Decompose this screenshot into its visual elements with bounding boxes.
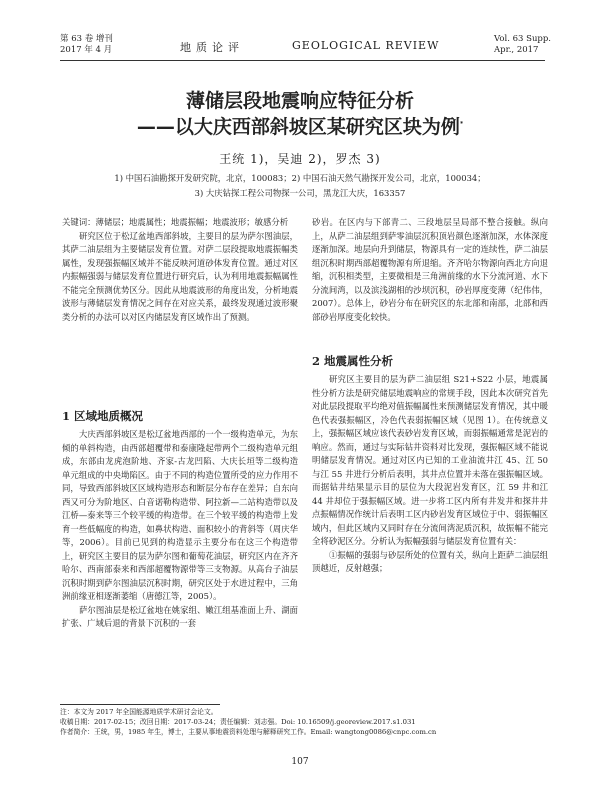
journal-name-cn: 地质论评	[180, 41, 244, 54]
title-footnote-mark: *	[459, 120, 464, 128]
footnote-author-bio: 作者简介：王统，男，1985 年生，博士，主要从事地震资料处理与解释研究工作。Email: wangtong0086@cnpc.com.cn	[60, 728, 437, 736]
section-1-heading: 1 区域地质概况	[62, 409, 144, 423]
header-date: 2017 年 4 月	[60, 45, 113, 55]
affiliation-line-2: 3) 大庆钻探工程公司物探一公司，黑龙江大庆，163357	[194, 188, 406, 198]
header-rule	[60, 60, 545, 61]
header-volume-info	[60, 34, 113, 56]
section-2-paragraph-2: ①振幅的强弱与砂层所处的位置有关，纵向上距萨二油层组顶越近，反射越强；	[312, 549, 548, 573]
right-paragraph-1: 砂岩。在区内与下部青二、三段地层呈局部不整合接触。纵向上，从萨二油层组到萨零油层沉积顶岩颜色逐渐加深，水体深度逐渐加深。地层向升到储层，物源具有一定的连续性，萨二油层组沉积时期西部超覆物源有所退缩。齐齐哈尔物源向西北方向退缩，沉积相类型，主要微相是三角洲前缘的水下分流河道、水下分流间湾，以及滨浅湖相的沙坝沉积，砂岩厚度变薄（纪伟伟，2007）。总体上，砂岩分布在研究区的东北部和南部，北部和西部砂岩厚度变化较快。	[312, 217, 548, 322]
section-2-heading: 2 地震属性分析	[312, 354, 394, 368]
header-volume-en: Vol. 63 Supp.	[494, 34, 551, 44]
right-column-body	[312, 373, 548, 576]
section-1-paragraph-2: 萨尔图油层是松辽盆地在姚家组、嫩江组基准面上升、湖面扩张、广域后退的背景下沉积的一套	[62, 604, 298, 628]
header-volume: 第 63 卷 增刊	[60, 34, 113, 44]
author-list: 王统 1)，吴迪 2)，罗杰 3)	[219, 152, 381, 166]
section-1-paragraph-1: 大庆西部斜坡区是松辽盆地西部的一个一级构造单元，为东倾的单斜构造，由西部超覆带和泰康隆起带两个二级构造单元组成，东部由龙虎泡阶地、齐家-古龙凹陷、大庆长垣等二级构造单元组成的中央坳陷区。由于不同的构造位置所受的应力作用不同，导致西部斜坡区区域构造形态和断层分布存在差异；自东向西又可分为阶地区、白音诺勒构造带、阿拉新—二站构造带以及江桥—泰来等三个较平缓的构造带。在三个较平缓的构造带上发育一些低幅度的构造，如鼻状构造、面积较小的背斜等（周庆华等，2006）。目前已见到的构造显示主要分布在这三个构造带上，研究区主要目的层为萨尔图和葡萄花油层，研究区内在齐齐哈尔、西南部泰来和西部超覆物源带等三支物源。从高台子油层沉积时期到萨尔图油层沉积时期，研究区处于水进过程中，三角洲前缘亚相逐渐萎缩（唐德江等，2005）。	[62, 429, 298, 601]
page-number: 107	[291, 757, 309, 767]
paper-title: 薄储层段地震响应特征分析	[185, 90, 414, 112]
paper-subtitle	[0, 112, 600, 139]
journal-name-en: GEOLOGICAL REVIEW	[292, 39, 440, 52]
affiliation-line-1: 1) 中国石油勘探开发研究院，北京，100083；2) 中国石油天然气勘探开发公司，北京，100034；	[114, 173, 486, 183]
intro-paragraph: 研究区位于松辽盆地西部斜坡，主要目的层为萨尔图油层，其萨二油层组为主要储层发育位置。对萨二层段提取地震振幅类属性，发现强振幅区域并不能反映河道砂体发育位置。通过对区内振幅强弱与储层发育位置进行研究后，认为利用地震振幅属性不能完全预测优势区分。因此从地震波形的角度出发，分析地震波形与薄储层发育情况之间存在对应关系，最终发现通过波形聚类分析的办法可以对区内储层发育区域作出了预测。	[62, 230, 298, 322]
right-column-top	[312, 216, 548, 324]
footnote-note: 注：本文为 2017 年全国能源地质学术研讨会论文。	[60, 708, 218, 716]
header-date-en: Apr., 2017	[494, 45, 539, 55]
left-column-top	[62, 216, 298, 324]
footnote-dates: 收稿日期：2017-02-15；改回日期：2017-03-24；责任编辑：刘志强。Doi: 10.16509/j.georeview.2017.s1.031	[60, 718, 416, 726]
header-volume-info-en	[494, 34, 551, 56]
paper-subtitle-text: ——以大庆西部斜坡区某研究区块为例	[136, 116, 460, 138]
section-2-paragraph-1: 研究区主要目的层为萨二油层组 S21+S22 小层，地震属性分析方法是研究储层地震响应的常规手段，因此本次研究首先对此层段提取平均绝对值振幅属性来预测储层发育情况，其中暖色代表强振幅区，冷色代表弱振幅区域（见图 1）。在传统意义上，强振幅区域应该代表砂岩发育区域，而弱振幅通常是泥岩的响应。然而，通过与实际钻井资料对比发现，强振幅区域不能说明储层发育情况。通过对区内已知的工业油流井江 45、江 50 与江 55 井进行分析后表明，其井点位置并未落在强振幅区域。而据钻井结果显示目的层位为大段泥岩发育区，江 59 井和江 44 井却位于强振幅区域。进一步将工区内所有井发井和探井井点振幅情况作统计后表明工区内砂岩发育区域位于中、弱振幅区域内，但此区域内又同时存在分流间湾泥质沉积，故振幅不能完全将砂泥区分。分析认为振幅强弱与储层发育位置有关：	[312, 374, 548, 546]
footnotes	[60, 707, 545, 737]
keywords: 关键词：薄储层；地震属性；地震振幅；地震波形；敏感分析	[62, 217, 289, 227]
left-column-body	[62, 428, 298, 631]
journal-header	[0, 0, 600, 60]
footnote-rule	[60, 704, 220, 705]
